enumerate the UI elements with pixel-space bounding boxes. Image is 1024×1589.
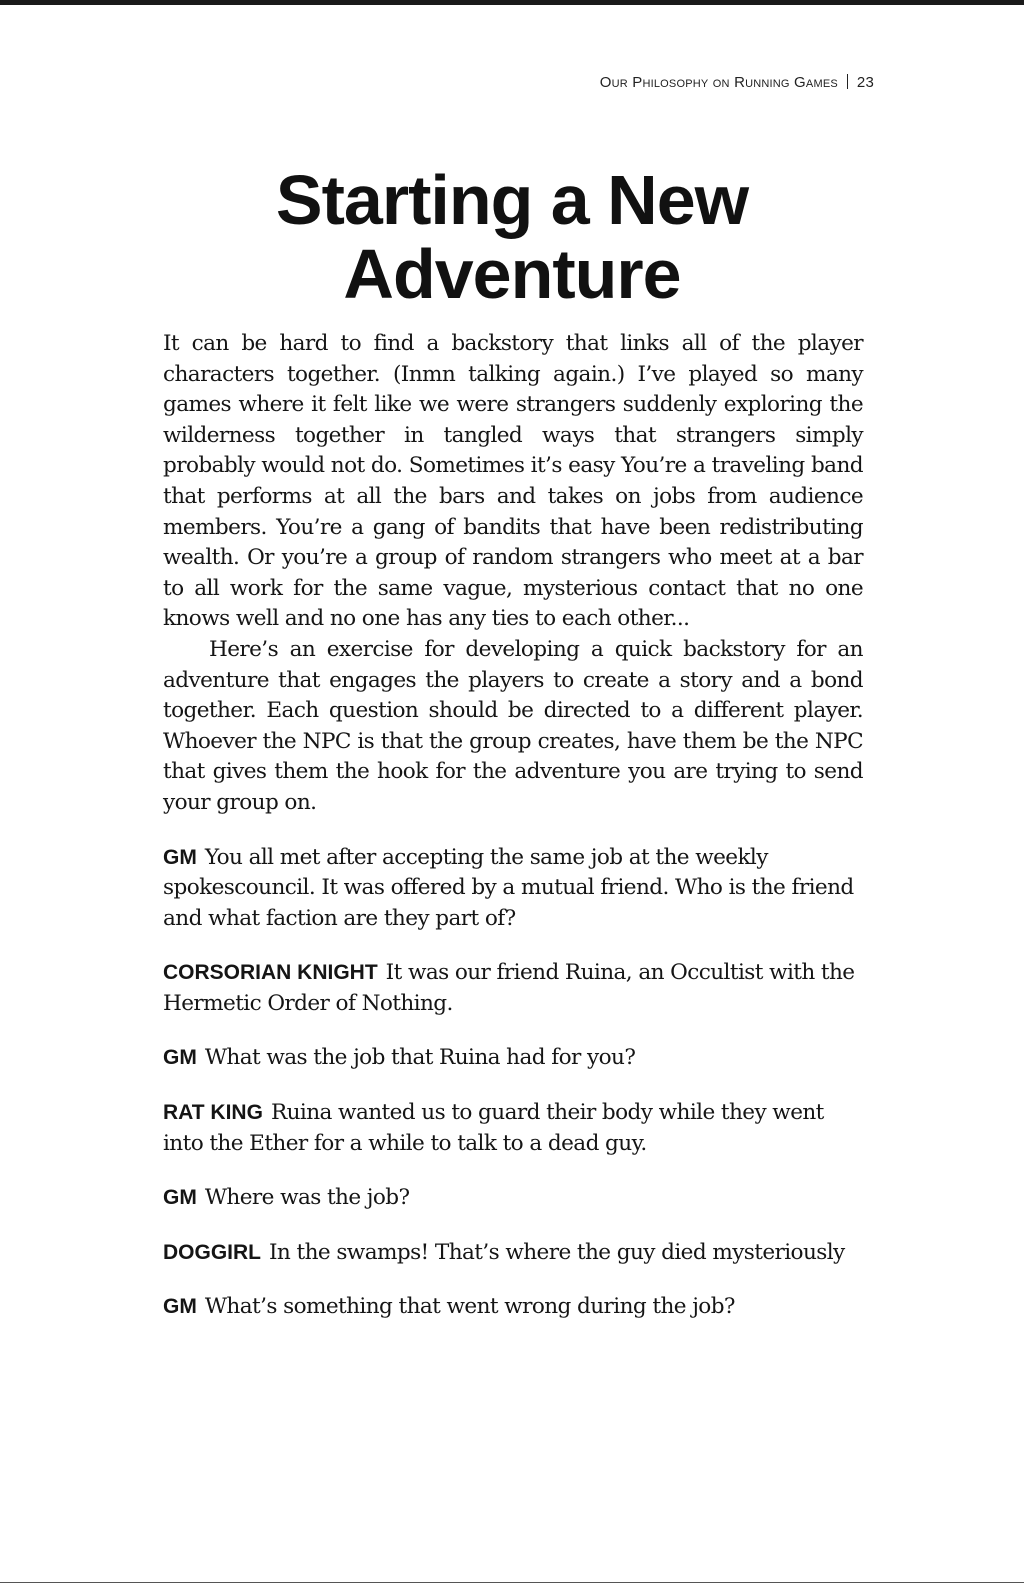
dialogue-speaker: RAT KING [163,1101,263,1125]
dialogue-text: Where was the job? [204,1185,410,1211]
dialogue-speaker: DOGGIRL [163,1240,261,1264]
dialogue-text: What’s something that went wrong during the job? [204,1294,735,1320]
dialogue-text: It was our friend Ruina, an Occultist with the Hermetic Order of Nothing. [163,960,855,1016]
bottom-border [0,1582,1024,1583]
intro-paragraph: It can be hard to find a backstory that links all of the player characters together. (Inmn talking again.) I’ve played so many games where it felt like we were strangers suddenly exploring the wilderness together in tangled ways that strangers simply probably would not do. Sometimes it’s easy You’re a traveling band that performs at all the bars and takes on jobs from audience members. You’re a gang of bandits that have been redistributing wealth. Or you’re a group of random strangers who meet at a bar to all work for the same vague, mysterious contact that no one knows well and no one has any ties to each other... [163,331,863,632]
exercise-paragraph: Here’s an exercise for developing a quick backstory for an adventure that engages the players to create a story and a bond together. Each question should be directed to a different player. Whoever the NPC is that the group creates, have them be the NPC that gives them the hook for the adventure you are trying to send your group on. [163,636,863,815]
dialogue-line [163,958,863,1019]
dialogue-text: What was the job that Ruina had for you? [204,1045,636,1071]
dialogue-line [163,1043,863,1074]
dialogue-speaker: CORSORIAN KNIGHT [163,961,378,985]
dialogue-speaker: GM [163,1295,197,1319]
dialogue-line [163,1183,863,1214]
dialogue-speaker: GM [163,1186,197,1210]
running-header [600,74,874,91]
dialogue-text: You all met after accepting the same job at the weekly spokescouncil. It was offered by a mutual friend. Who is the friend and what faction are they part of? [163,844,854,931]
dialogue-line [163,1238,863,1269]
page-number: 23 [856,74,874,91]
main-content [163,329,863,1323]
dialogue-speaker: GM [163,845,197,869]
title-line-2: Adventure [343,235,681,313]
title-line-1: Starting a New [275,161,749,239]
dialogue-line [163,1292,863,1323]
dialogue-line [163,843,863,935]
page-title [0,163,1024,311]
top-border [0,0,1024,5]
header-divider [847,74,848,89]
dialogue-line [163,1098,863,1159]
running-header-section: Our Philosophy on Running Games [599,74,838,91]
dialogue-speaker: GM [163,1046,197,1070]
dialogue-text: Ruina wanted us to guard their body while they went into the Ether for a while to talk to a dead guy. [163,1100,824,1156]
dialogue-text: In the swamps! That’s where the guy died mysteriously [269,1239,845,1265]
